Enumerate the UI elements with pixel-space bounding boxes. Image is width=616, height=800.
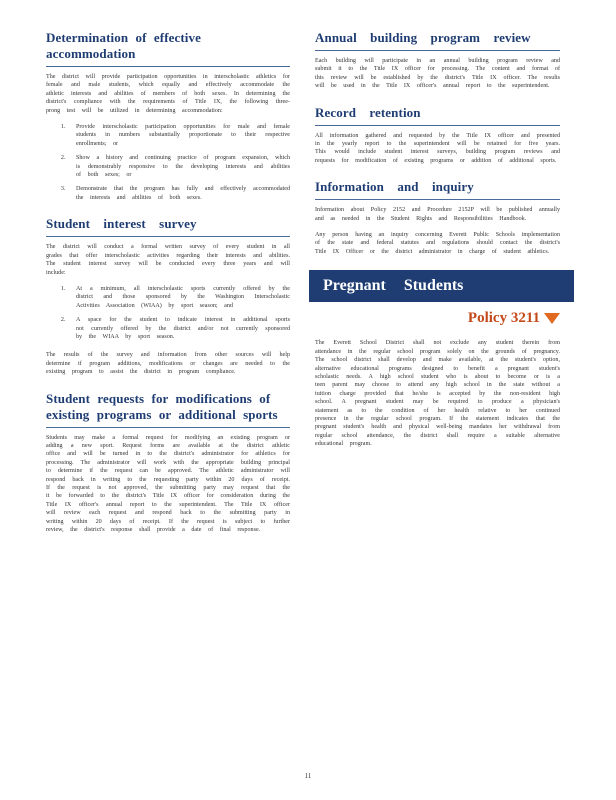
list-item: 1. Provide interscholastic participation opportunities for male and female students in numbers substantially proportionate to their respective enrollments; or	[72, 123, 290, 148]
heading-rule	[315, 125, 560, 126]
heading-rule	[315, 199, 560, 200]
section-information-inquiry	[315, 179, 560, 256]
numbered-list	[46, 285, 290, 341]
section-student-interest-survey	[46, 216, 290, 376]
section-heading: Record retention	[315, 104, 421, 120]
policy-number: Policy 3211	[467, 310, 540, 327]
list-item: 2. Show a history and continuing practice of program expansion, which is demonstrably responsive to the developing interests and abilities of both sexes; or	[72, 154, 290, 179]
right-column	[315, 30, 560, 457]
section-heading: Determination of effective accommodation	[46, 30, 201, 61]
paragraph: The Everett School District shall not exclude any student therein from attendance in the regular school program solely on the grounds of pregnancy. The school district shall develop and make available, at the student's option, alternative educational programs designed to benefit a pregnant student's scholastic needs. A high school student who is about to become or is a teen parent may choose to attend any high school in the state without a tuition charge provided that he/she is accepted by the non-resident high school. A pregnant student may be required to produce a physician's statement as to the condition of her health relative to her continued presence in the regular school program. If the statement indicates that the pregnant student's health and physical well-being mandates her withdrawal from regular school attendance, the district shall require a suitable alternative educational program.	[315, 340, 560, 448]
left-column	[46, 30, 290, 548]
numbered-list	[46, 123, 290, 202]
paragraph: Each building will participate in an annual building program review and submit it to the Title IX officer for processing. The content and format of this review will be established by the district's Title IX officer. The results will be used in the Title IX officer's annual report to the superintendent.	[315, 58, 560, 90]
heading-rule	[46, 427, 290, 428]
paragraph: Any person having an inquiry concerning Everett Public Schools implementation of the state and federal statutes and regulations should contact the district's Title IX Officer or the district administrator in charge of student athletics.	[315, 232, 560, 255]
section-student-requests	[46, 391, 290, 535]
section-annual-review	[315, 30, 560, 91]
heading-rule	[46, 66, 290, 67]
heading-rule	[315, 50, 560, 51]
section-heading: Student requests for modifications of existing programs or additional sports	[46, 390, 278, 422]
heading-rule	[46, 236, 290, 237]
section-heading: Information and inquiry	[315, 179, 474, 195]
section-heading: Annual building program review	[315, 30, 531, 45]
list-item: 1. At a minimum, all interscholastic sports currently offered by the district and those sponsored by the Washington Interscholastic Activities Association (WIAA) by sport season; and	[72, 285, 290, 310]
list-item: 3. Demonstrate that the program has fully and effectively accommodated the interests and abilities of both sexes.	[72, 185, 290, 202]
triangle-down-icon	[544, 313, 560, 324]
page-number: 11	[304, 772, 312, 780]
paragraph: All information gathered and requested by the Title IX officer and presented in the yearly report to the superintendent will be retained for five years. This would include student interest surveys, building program reviews and requests for modification of existing programs or addition of additional sports.	[315, 132, 560, 164]
paragraph: Information about Policy 2152 and Procedure 2152P will be published annually and as needed in the Student Rights and Responsibilities Handbook.	[315, 207, 560, 222]
paragraph: The results of the survey and information from other sources will help determine if program additions, modifications or changes are needed to the existing program to assist the district in program compliance.	[46, 352, 290, 376]
policy-label-row	[315, 310, 560, 327]
paragraph: Students may make a formal request for modifying an existing program or adding a new sport. Request forms are available at the district athletic office and will be turned in to the district's administrator for athletics for processing. The administrator will work with the appropriate building principal to determine if the request can be approved. The athletic administrator will respond back in writing to the requesting party within 20 days of receipt. If the request is not approved, the submitting party may request that the it be forwarded to the district's Title IX officer for consideration during the Title IX officer's annual report to the superintendent. The Title IX officer will review each request and respond back to the submitting party in writing within 20 days of receipt. If the request is subject to further review, the district's response shall provide a date of final response.	[46, 434, 290, 534]
section-banner: Pregnant Students	[309, 270, 574, 302]
section-effective-accommodation	[46, 30, 290, 202]
list-item: 2. A space for the student to indicate interest in additional sports not currently offered by the district and/or not currently sponsored by the WIAA by sport season.	[72, 316, 290, 341]
paragraph: The district will provide participation opportunities in interscholastic athletics for female and male students, which equally and effectively accommodate the athletic interests and abilities of members of both sexes. In determining the district's compliance with the requirements of Title IX, the following three-prong test will be utilized in determining accommodation:	[46, 74, 290, 114]
section-record-retention	[315, 105, 560, 166]
paragraph: The district will conduct a formal written survey of every student in all grades that offer interscholastic activities regarding their interests and abilities. The student interest survey will be conducted every three years and will include:	[46, 244, 290, 276]
section-heading: Student interest survey	[46, 216, 197, 232]
